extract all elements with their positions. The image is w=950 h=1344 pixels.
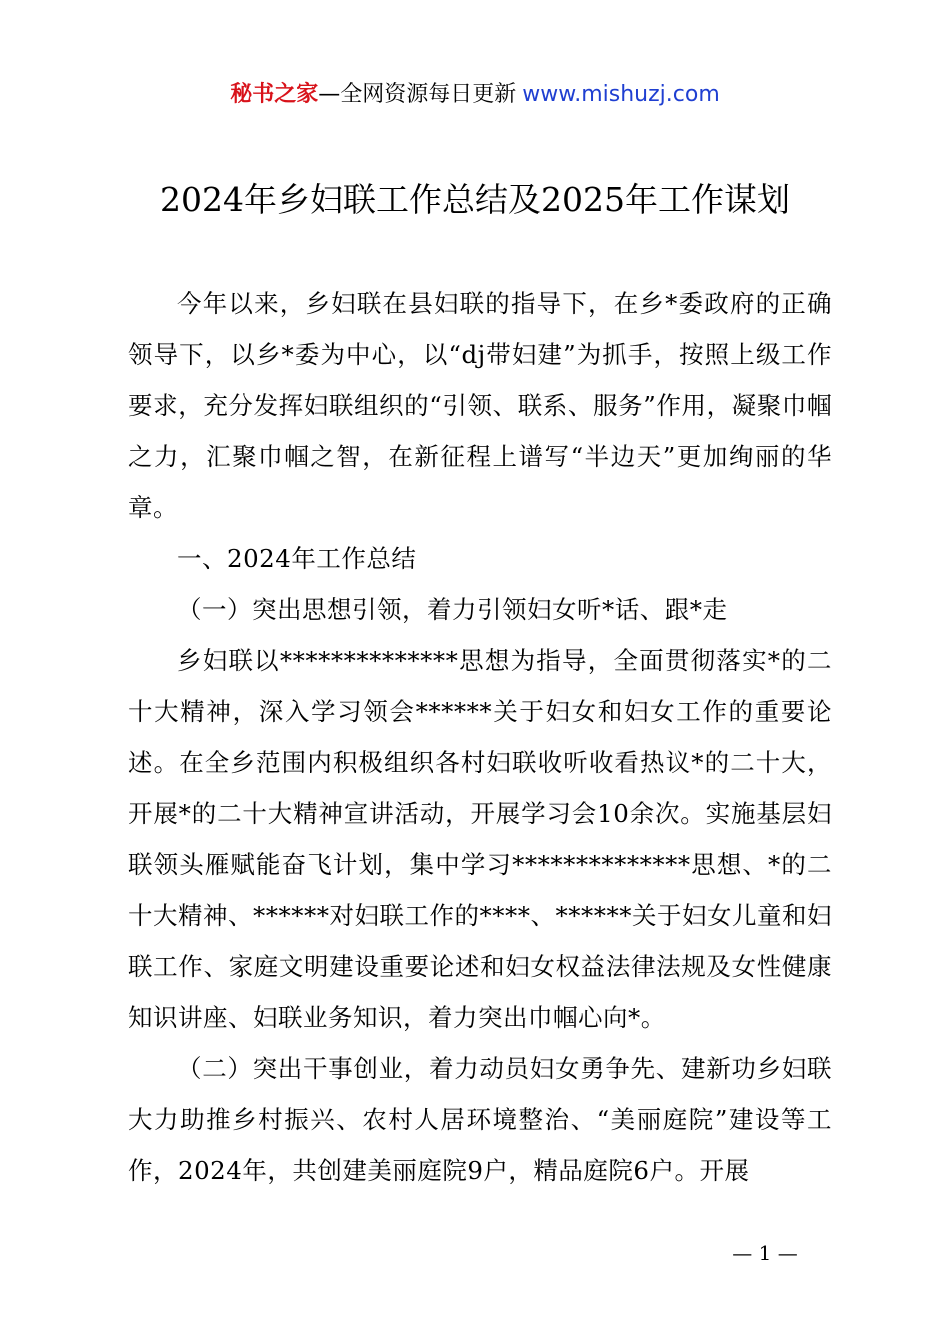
- site-header: [0, 80, 950, 110]
- site-slogan: 全网资源每日更新: [340, 82, 517, 107]
- body-paragraph: （二）突出干事创业，着力动员妇女勇争先、建新功乡妇联大力助推乡村振兴、农村人居环境整治、“美丽庭院”建设等工作，2024年，共创建美丽庭院9户，精品庭院6户。开展: [128, 1054, 832, 1185]
- site-brand: 秘书之家: [230, 82, 319, 107]
- document-body: [128, 278, 832, 1196]
- page-number: — 1 —: [732, 1241, 798, 1265]
- section-heading: 一、2024年工作总结: [177, 544, 417, 573]
- body-paragraph: 乡妇联以**************思想为指导，全面贯彻落实*的二十大精神，深入学习领会******关于妇女和妇女工作的重要论述。在全乡范围内积极组织各村妇联收听收看热议*的二十大，开展*的二十大精神宣讲活动，开展学习会10余次。实施基层妇联领头雁赋能奋飞计划，集中学习**************思想、*的二十大精神、******对妇联工作的****、******关于妇女儿童和妇联工作、家庭文明建设重要论述和妇女权益法律法规及女性健康知识讲座、妇联业务知识，着力突出巾帼心向*。: [128, 646, 832, 1032]
- subsection-heading: （一）突出思想引领，着力引领妇女听*话、跟*走: [177, 595, 728, 624]
- intro-paragraph: 今年以来，乡妇联在县妇联的指导下，在乡*委政府的正确领导下，以乡*委为中心，以“dj带妇建”为抓手，按照上级工作要求，充分发挥妇联组织的“引领、联系、服务”作用，凝聚巾帼之力，汇聚巾帼之智，在新征程上谱写“半边天”更加绚丽的华章。: [128, 289, 832, 522]
- header-dash: —: [318, 82, 341, 107]
- site-url-link[interactable]: www.mishuzj.com: [522, 82, 720, 107]
- document-title: 2024年乡妇联工作总结及2025年工作谋划: [160, 180, 790, 219]
